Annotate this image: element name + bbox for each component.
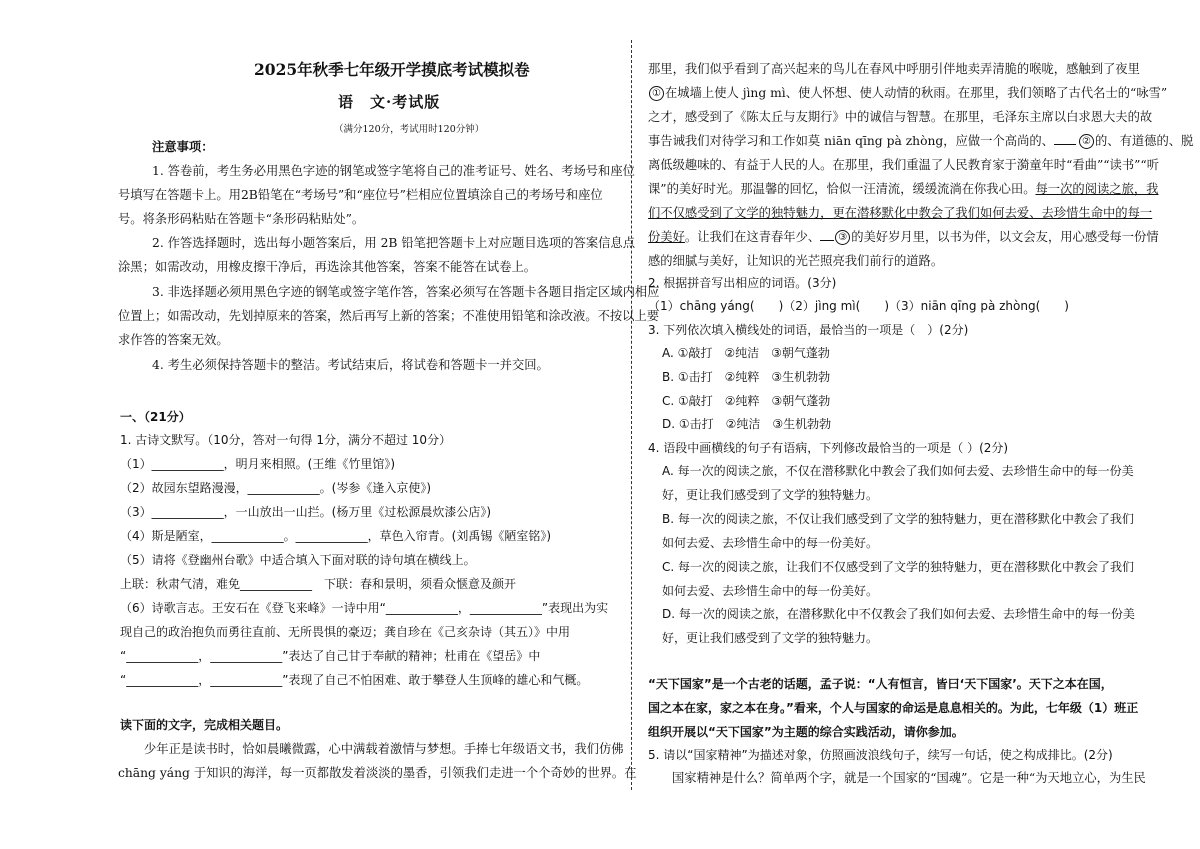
q1-item: 上联：秋肃气清，难免____________ 下联：春和景明，须看众惬意及颜开 (120, 577, 517, 591)
q4-option-c-cont: 如何去爱、去珍惜生命中的每一份美好。 (662, 584, 879, 598)
question-1-stem: 1. 古诗文默写。（10分，答对一句得 1分，满分不超过 10分） (120, 433, 452, 447)
exam-title: 2025年秋季七年级开学摸底考试模拟卷 (254, 60, 530, 79)
exam-subject: 语 文·考试版 (338, 93, 441, 111)
notice-heading: 注意事项： (152, 139, 214, 154)
q4-option-d: D. 每一次的阅读之旅，在潜移默化中不仅教会了我们如何去爱、去珍惜生命中的每一份美 (662, 607, 1135, 621)
activity-intro: “天下国家”是一个古老的话题，孟子说：“人有恒言，皆曰‘天下国家’。天下之本在国， (648, 677, 1113, 691)
q4-option-d-cont: 好，更让我们感受到了文学的独特魅力。 (662, 631, 879, 645)
q4-option-a-cont: 好，更让我们感受到了文学的独特魅力。 (662, 488, 879, 502)
q1-item: （5）请将《登幽州台歌》中适合填入下面对联的诗句填在横线上。 (120, 553, 476, 567)
question-2-stem: 2. 根据拼音写出相应的词语。(3分) (648, 276, 837, 290)
q1-item: （3）____________，一山放出一山拦。(杨万里《过松源晨炊漆公店》) (120, 505, 492, 519)
passage-line: 事告诫我们对待学习和工作如莫 niān qīng pà zhòng，应做一个高尚的、 ② 的、有道德的、脱 (648, 134, 1194, 148)
notice-line: 号填写在答题卡上。用2B铅笔在“考场号”和“座位号”栏相应位置填涂自己的考场号和座位 (118, 188, 603, 202)
notice-line: 求作答的答案无效。 (118, 333, 229, 347)
question-3-stem: 3. 下列依次填入横线处的词语，最恰当的一项是（ ）(2分) (648, 323, 969, 337)
underlined-sentence: 们不仅感受到了文学的独特魅力，更在潜移默化中教会了我们如何去爱、去珍惜生命中的每一 (648, 206, 1153, 220)
notice-line: 1. 答卷前，考生务必用黑色字迹的钢笔或签字笔将自己的准考证号、姓名、考场号和座位 (152, 164, 635, 178)
activity-intro: 组织开展以“天下国家”为主题的综合实践活动，请你参加。 (648, 725, 964, 739)
q3-option-c: C. ①敲打 ②纯粹 ③朝气蓬勃 (662, 394, 831, 408)
score-note: （满分120分，考试用时120分钟） (334, 124, 485, 135)
q3-option-d: D. ①击打 ②纯洁 ③生机勃勃 (662, 417, 832, 431)
blank-marker: ③ (835, 230, 850, 245)
q1-item: 现自己的政治抱负而勇往直前、无所畏惧的豪迈；龚自珍在《己亥杂诗（其五）》中用 (120, 625, 571, 639)
passage-line: 少年正是读书时，恰如晨曦微露，心中满载着激情与梦想。手捧七年级语文书，我们仿佛 (144, 742, 624, 756)
q1-item: （4）斯是陋室，____________。____________，草色入帘青。(刘禹锡《陋室铭》) (120, 529, 552, 543)
q3-option-b: B. ①击打 ②纯粹 ③生机勃勃 (662, 370, 831, 384)
notice-line: 位置上；如需改动，先划掉原来的答案，然后再写上新的答案；不准使用铅笔和涂改液。不按以上要 (118, 309, 660, 323)
notice-line: 号。将条形码粘贴在答题卡“条形码粘贴处”。 (118, 212, 365, 226)
q4-option-c: C. 每一次的阅读之旅，让我们不仅感受到了文学的独特魅力，更在潜移默化中教会了我们 (662, 560, 1135, 574)
reading-heading: 读下面的文字，完成相关题目。 (120, 718, 289, 732)
blank-marker: ② (1079, 134, 1094, 149)
question-2-blanks: （1）chāng yáng( )（2）jìng mì( )（3）niān qīng pà zhòng( ) (648, 299, 1069, 313)
q1-item: “____________，____________”表现了自己不怕困难、敢于攀登人生顶峰的雄心和气概。 (120, 673, 589, 687)
q1-item: （6）诗歌言志。王安石在《登飞来峰》一诗中用“____________，____________”表现出为实 (120, 601, 609, 615)
q3-option-a: A. ①敲打 ②纯洁 ③朝气蓬勃 (662, 346, 830, 360)
blank-marker: ① (649, 86, 664, 101)
q4-option-b-cont: 如何去爱、去珍惜生命中的每一份美好。 (662, 536, 879, 550)
passage-line: ① 在城墙上使人 jìng mì、使人怀想、使人动情的秋雨。在那里，我们领略了古代名士的“咏雪” (648, 85, 1167, 102)
column-divider (631, 40, 632, 790)
passage-line: 课”的美好时光。那温馨的回忆，恰似一汪清流，缓缓流淌在你我心田。每一次的阅读之旅，我 (648, 182, 1159, 196)
notice-line: 3. 非选择题必须用黑色字迹的钢笔或签字笔作答，答案必须写在答题卡各题目指定区域内相应 (152, 285, 660, 299)
q4-option-a: A. 每一次的阅读之旅，不仅在潜移默化中教会了我们如何去爱、去珍惜生命中的每一份美 (662, 464, 1134, 478)
q4-option-b: B. 每一次的阅读之旅，不仅让我们感受到了文学的独特魅力，更在潜移默化中教会了我们 (662, 512, 1134, 526)
activity-intro: 国之本在家，家之本在身。”看来，个人与国家的命运是息息相关的。为此，七年级（1）班正 (648, 701, 1139, 715)
passage-line: 那里，我们似乎看到了高兴起来的鸟儿在春风中呼朋引伴地卖弄清脆的喉咙，感触到了夜里 (648, 62, 1140, 76)
notice-line: 涂黑；如需改动，用橡皮擦干净后，再选涂其他答案，答案不能答在试卷上。 (118, 260, 537, 274)
q5-passage-line: 国家精神是什么？简单两个字，就是一个国家的“国魂”。它是一种“为天地立心，为生民 (672, 771, 1146, 785)
passage-line: 离低级趣味的、有益于人民的人。在那里，我们重温了人民教育家于漪童年时“看曲”“读书”“听 (648, 158, 1160, 172)
q1-item: （2）故园东望路漫漫，____________。(岑参《逢入京使》) (120, 481, 431, 495)
section-heading: 一、（21分） (120, 410, 191, 424)
q1-item: “____________，____________”表达了自己甘于奉献的精神；杜甫在《望岳》中 (120, 649, 541, 663)
passage-line: 感的细腻与美好，让知识的光芒照亮我们前行的道路。 (648, 254, 944, 268)
notice-line: 2. 作答选择题时，选出每小题答案后，用 2B 铅笔把答题卡上对应题目选项的答案信息点 (152, 236, 636, 250)
question-5-stem: 5. 请以“国家精神”为描述对象，仿照画波浪线句子，续写一句话，使之构成排比。(2分) (648, 748, 1113, 762)
passage-line: chāng yáng 于知识的海洋，每一页都散发着淡淡的墨香，引领我们走进一个个奇妙的世界。在 (118, 766, 637, 780)
passage-line: 之才，感受到了《陈太丘与友期行》中的诚信与智慧。在那里，毛泽东主席以白求恩大夫的故 (648, 110, 1153, 124)
notice-line: 4. 考生必须保持答题卡的整洁。考试结束后，将试卷和答题卡一并交回。 (152, 358, 549, 372)
question-4-stem: 4. 语段中画横线的句子有语病，下列修改最恰当的一项是（ ）(2分) (648, 441, 1009, 455)
passage-line: 份美好。让我们在这青春年少、 ③ 的美好岁月里，以书为伴，以文会友，用心感受每一份情 (648, 230, 1159, 244)
q1-item: （1）____________，明月来相照。(王维《竹里馆》) (120, 457, 395, 471)
